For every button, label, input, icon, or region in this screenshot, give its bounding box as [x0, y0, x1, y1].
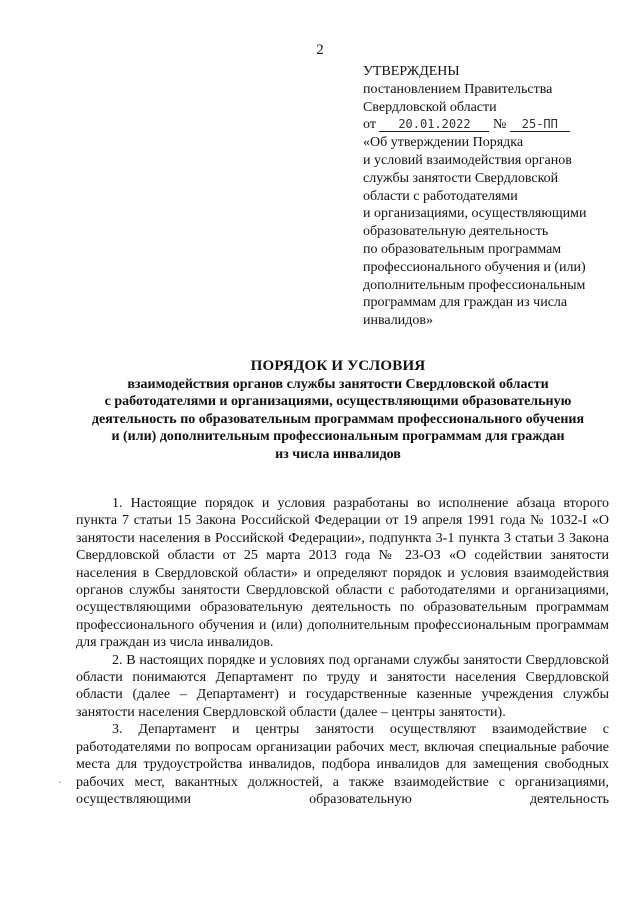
heading-line: деятельность по образовательным программам профессионального обучения	[91, 411, 585, 427]
number-prefix: №	[492, 117, 507, 133]
approval-subject-line: и организациями, осуществляющими	[363, 206, 587, 222]
heading-line: взаимодействия органов службы занятости Свердловской области	[127, 376, 549, 392]
approval-line: постановлением Правительства	[363, 81, 553, 97]
approval-subject-line: образовательную деятельность	[363, 224, 549, 240]
paragraph-2: 2. В настоящих порядке и условиях под органами службы занятости Свердловской области понимаются Департамент по труду и занятости населения Свердловской области (далее – Департамент) и государственные казенные учреждения службы занятости населения Свердловской области (далее – центры занятости).	[76, 652, 609, 720]
approval-line: Свердловской области	[363, 99, 497, 115]
approval-subject-line: профессионального обучения и (или)	[363, 259, 586, 275]
approval-subject-line: области с работодателями	[363, 188, 518, 204]
heading-title: ПОРЯДОК И УСЛОВИЯ	[250, 358, 426, 374]
date-prefix: от	[363, 117, 376, 133]
handwritten-number: 25-ПП	[510, 117, 570, 132]
approval-subject-line: инвалидов»	[363, 313, 433, 329]
approval-subject-line: дополнительным профессиональным	[363, 277, 586, 293]
document-body	[76, 495, 609, 808]
paragraph-1: 1. Настоящие порядок и условия разработаны во исполнение абзаца второго пункта 7 статьи 15 Закона Российской Федерации от 19 апреля 1991 года № 1032-I «О занятости населения в Российской Федерации», подпункта 3-1 пункта 3 статьи 3 Закона Свердловской области от 25 марта 2013 года № 23-ОЗ «О содействии занятости населения в Свердловской области» и определяют порядок и условия взаимодействия органов службы занятости Свердловской области с работодателями и организациями, осуществляющими образовательную деятельность по образовательным программам профессионального обучения и (или) дополнительным профессиональным программам для граждан из числа инвалидов.	[76, 496, 609, 651]
heading-line: и (или) дополнительным профессиональным программам для граждан	[111, 429, 565, 445]
handwritten-date: 20.01.2022	[379, 117, 489, 132]
approval-title: УТВЕРЖДЕНЫ	[363, 64, 460, 79]
approval-date-line	[363, 116, 608, 134]
document-heading	[68, 358, 608, 464]
heading-line: с работодателями и организациями, осуществляющими образовательную	[104, 394, 572, 410]
heading-line: из числа инвалидов	[275, 446, 401, 462]
approval-block	[363, 63, 608, 330]
approval-subject-line: по образовательным программам	[363, 241, 562, 257]
approval-subject-line: и условий взаимодействия органов	[363, 152, 572, 168]
margin-mark: ·	[58, 778, 62, 789]
approval-subject-line: программам для граждан из числа	[363, 295, 568, 311]
approval-subject-line: «Об утверждении Порядка	[363, 135, 524, 151]
page-number: 2	[316, 42, 324, 58]
paragraph-3: 3. Департамент и центры занятости осуществляют взаимодействие с работодателями по вопросам организации рабочих мест, включая специальные рабочие места для трудоустройства инвалидов, подбора инвалидов для замещения свободных рабочих мест, вакантных должностей, а также взаимодействие с организациями, осуществляющими образовательную деятельность	[76, 722, 609, 807]
approval-subject-line: службы занятости Свердловской	[363, 170, 559, 186]
